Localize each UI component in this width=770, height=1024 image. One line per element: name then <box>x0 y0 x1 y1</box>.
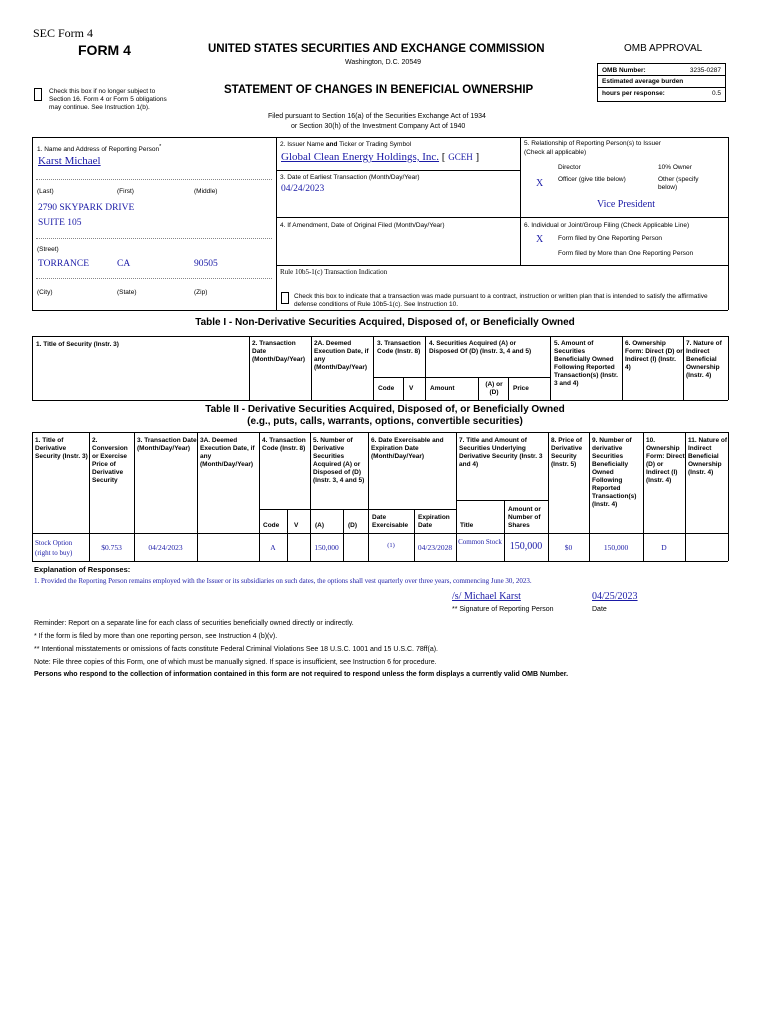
t1-col-ownership: 6. Ownership Form: Direct (D) or Indirect (I) (Instr. 4) <box>625 340 683 371</box>
no-longer-subject-checkbox[interactable] <box>34 88 42 101</box>
first-label: (First) <box>117 188 134 195</box>
copies-note: Note: File three copies of this Form, one of which must be manually signed. If space is insufficient, see Instruction 6 for procedure. <box>34 659 437 666</box>
t2-row-security: Stock Option (right to buy) <box>35 539 73 557</box>
t1-sub-amount: Amount <box>430 385 455 392</box>
officer-title: Vice President <box>597 199 655 210</box>
t2-col-underlying: 7. Title and Amount of Securities Underlying Derivative Security (Instr. 3 and 4) <box>459 437 543 468</box>
double-star-note: ** Intentional misstatements or omissions of facts constitute Federal Criminal Violations See 18 U.S.C. 1001 and 15 U.S.C. 78ff(a). <box>34 646 438 653</box>
t1-col-deemed: 2A. Deemed Execution Date, if any (Month/Day/Year) <box>314 340 369 371</box>
t2-sub-amount: Amount or Number of Shares <box>508 506 541 529</box>
city-label: (City) <box>37 289 53 296</box>
box6-label: 6. Individual or Joint/Group Filing (Check Applicable Line) <box>524 222 690 229</box>
t2-sub-expiration: Expiration Date <box>418 514 450 529</box>
street-line-2: SUITE 105 <box>38 218 82 228</box>
omb-hours-label: hours per response: <box>602 90 665 97</box>
t2-col-price: 8. Price of Derivative Security (Instr. 5) <box>551 437 583 468</box>
t1-sub-price: Price <box>513 385 529 392</box>
rule-text: Check this box to indicate that a transaction was made pursuant to a contract, instruction or written plan that is intended to satisfy the affirmative defense conditions of Rule 10b5-1(c). See Instruction 10. <box>294 293 708 308</box>
one-reporting-person-option[interactable]: Form filed by One Reporting Person <box>558 235 663 242</box>
persons-note: Persons who respond to the collection of information contained in this form are not required to respond unless the form displays a currently valid OMB Number. <box>34 671 569 678</box>
t1-sub-aord: (A) or (D) <box>485 381 503 396</box>
t2-row-form: D <box>661 543 667 552</box>
officer-option[interactable]: Officer (give title below) <box>558 176 626 183</box>
top-label: SEC Form 4 <box>33 26 94 40</box>
statement-title: STATEMENT OF CHANGES IN BENEFICIAL OWNERSHIP <box>224 84 534 96</box>
signature-label: ** Signature of Reporting Person <box>452 606 554 613</box>
t2-col-deemed: 3A. Deemed Execution Date, if any (Month/Day/Year) <box>200 437 255 468</box>
multiple-reporting-persons-option[interactable]: Form filed by More than One Reporting Person <box>558 250 694 257</box>
table2-title-2: (e.g., puts, calls, warrants, options, convertible securities) <box>247 416 523 427</box>
t2-sub-title: Title <box>460 522 474 529</box>
t2-col-nature: 11. Nature of Indirect Beneficial Ownership (Instr. 4) <box>688 437 728 476</box>
omb-number-value: 3235-0287 <box>689 67 721 74</box>
t2-col-code: 4. Transaction Code (Instr. 8) <box>262 437 306 452</box>
t1-col-code: 3. Transaction Code (Instr. 8) <box>377 340 421 355</box>
t2-row-expiration: 04/23/2028 <box>417 543 453 552</box>
t2-col-number: 5. Number of Derivative Securities Acquired (A) or Disposed of (D) (Instr. 3, 4 and 5) <box>313 437 365 484</box>
director-option[interactable]: Director <box>558 164 581 171</box>
table2-title-1: Table II - Derivative Securities Acquired, Disposed of, or Beneficially Owned <box>205 404 565 415</box>
city-value: TORRANCE <box>38 259 90 269</box>
box3-label: 3. Date of Earliest Transaction (Month/Day/Year) <box>280 174 420 181</box>
t2-sub-d: (D) <box>348 522 358 529</box>
explanation-title: Explanation of Responses: <box>34 565 131 574</box>
state-value: CA <box>117 259 131 269</box>
rule-title: Rule 10b5-1(c) Transaction Indication <box>280 268 388 276</box>
explanation-note-1: 1. Provided the Reporting Person remains employed with the Issuer or its subsidiaries on such dates, the options shall vest quarterly over three years, commencing June 30, 2023. <box>34 577 532 585</box>
t1-sub-v: V <box>409 385 414 392</box>
reporting-person-name: Karst Michael <box>38 155 101 167</box>
earliest-transaction-date: 04/24/2023 <box>281 184 325 194</box>
filed-line-1: Filed pursuant to Section 16(a) of the Securities Exchange Act of 1934 <box>268 113 486 120</box>
ten-percent-owner-option[interactable]: 10% Owner <box>658 164 692 171</box>
t2-row-amount: 150,000 <box>509 541 543 552</box>
table1-title: Table I - Non-Derivative Securities Acquired, Disposed of, or Beneficially Owned <box>195 317 575 328</box>
t2-sub-a: (A) <box>315 522 325 529</box>
t2-col-owned: 9. Number of derivative Securities Beneficially Owned Following Reported Transaction(s) (Instr. 4) <box>592 437 637 508</box>
t2-row-exercisable: (1) <box>387 542 395 549</box>
t2-col-date: 3. Transaction Date (Month/Day/Year) <box>137 437 197 452</box>
t2-col-exercisable: 6. Date Exercisable and Expiration Date (Month/Day/Year) <box>371 437 444 460</box>
box5-label-1: 5. Relationship of Reporting Person(s) to Issuer <box>524 140 661 147</box>
date-label: Date <box>592 606 607 613</box>
issuer-name: Global Clean Energy Holdings, Inc. <box>281 151 440 163</box>
other-option[interactable]: Other (specify below) <box>658 176 699 191</box>
t2-col-ownership: 10. Ownership Form: Direct (D) or Indirect (I) (Instr. 4) <box>646 437 685 484</box>
star-note: * If the form is filed by more than one reporting person, see Instruction 4 (b)(v). <box>34 633 278 640</box>
t2-row-conversion-price: $0.753 <box>101 543 122 552</box>
signature-date: 04/25/2023 <box>592 591 638 602</box>
t1-col-nature: 7. Nature of Indirect Beneficial Ownership (Instr. 4) <box>686 340 722 379</box>
t1-sub-code: Code <box>378 385 395 392</box>
street-line-1: 2790 SKYPARK DRIVE <box>38 203 135 213</box>
reminder-note: Reminder: Report on a separate line for each class of securities beneficially owned directly or indirectly. <box>34 620 354 627</box>
omb-approval-title: OMB APPROVAL <box>624 43 703 54</box>
middle-label: (Middle) <box>194 188 218 195</box>
state-label: (State) <box>117 289 137 296</box>
omb-number-label: OMB Number: <box>602 67 646 74</box>
t2-row-title: Common Stock <box>458 538 502 546</box>
t2-row-owned: 150,000 <box>603 543 629 552</box>
last-label: (Last) <box>37 188 54 195</box>
street-label: (Street) <box>37 246 59 253</box>
box1-label: 1. Name and Address of Reporting Person* <box>37 144 162 154</box>
t2-row-code: A <box>270 543 276 552</box>
signature-name: /s/ Michael Karst <box>452 591 521 602</box>
filed-line-2: or Section 30(h) of the Investment Company Act of 1940 <box>291 123 466 130</box>
zip-label: (Zip) <box>194 289 208 296</box>
box4-label: 4. If Amendment, Date of Original Filed (Month/Day/Year) <box>280 222 445 229</box>
agency-location: Washington, D.C. 20549 <box>345 59 422 66</box>
joint-filing-mark: X <box>536 234 544 245</box>
t2-sub-v: V <box>294 522 299 529</box>
ticker: GCEH <box>448 152 473 162</box>
agency-title: UNITED STATES SECURITIES AND EXCHANGE COMMISSION <box>208 43 545 55</box>
officer-check-mark: X <box>536 178 544 189</box>
box5-label-2: (Check all applicable) <box>524 149 587 156</box>
box2-label: 2. Issuer Name and Ticker or Trading Symbol <box>280 141 412 148</box>
t1-col-securities: 4. Securities Acquired (A) or Disposed Of (D) (Instr. 3, 4 and 5) <box>429 340 532 355</box>
t2-sub-code: Code <box>263 522 280 529</box>
t2-col-conversion: 2. Conversion or Exercise Price of Derivative Security <box>92 437 128 484</box>
t1-col-amount-owned: 5. Amount of Securities Beneficially Owned Following Reported Transaction(s) (Instr. 3 and 4) <box>554 340 618 387</box>
checkbox-note: Check this box if no longer subject to Section 16. Form 4 or Form 5 obligations may continue. See Instruction 1(b). <box>49 88 167 111</box>
t2-col-title: 1. Title of Derivative Security (Instr. 3) <box>35 437 88 460</box>
omb-burden-label: Estimated average burden <box>602 78 684 85</box>
issuer-line: Global Clean Energy Holdings, Inc. [ GCEH ] <box>281 151 480 163</box>
t2-row-deriv-price: $0 <box>564 543 573 552</box>
form-title: FORM 4 <box>78 42 131 58</box>
t2-row-acquired: 150,000 <box>314 543 339 552</box>
t2-sub-exercisable: Date Exercisable <box>372 514 409 529</box>
omb-box <box>597 63 726 102</box>
omb-hours-value: 0.5 <box>711 90 721 97</box>
t1-col-date: 2. Transaction Date (Month/Day/Year) <box>252 340 306 363</box>
zip-value: 90505 <box>194 259 218 269</box>
t2-row-date: 04/24/2023 <box>148 543 183 552</box>
rule-10b5-checkbox[interactable] <box>281 292 289 304</box>
t1-col-title: 1. Title of Security (Instr. 3) <box>36 341 119 348</box>
